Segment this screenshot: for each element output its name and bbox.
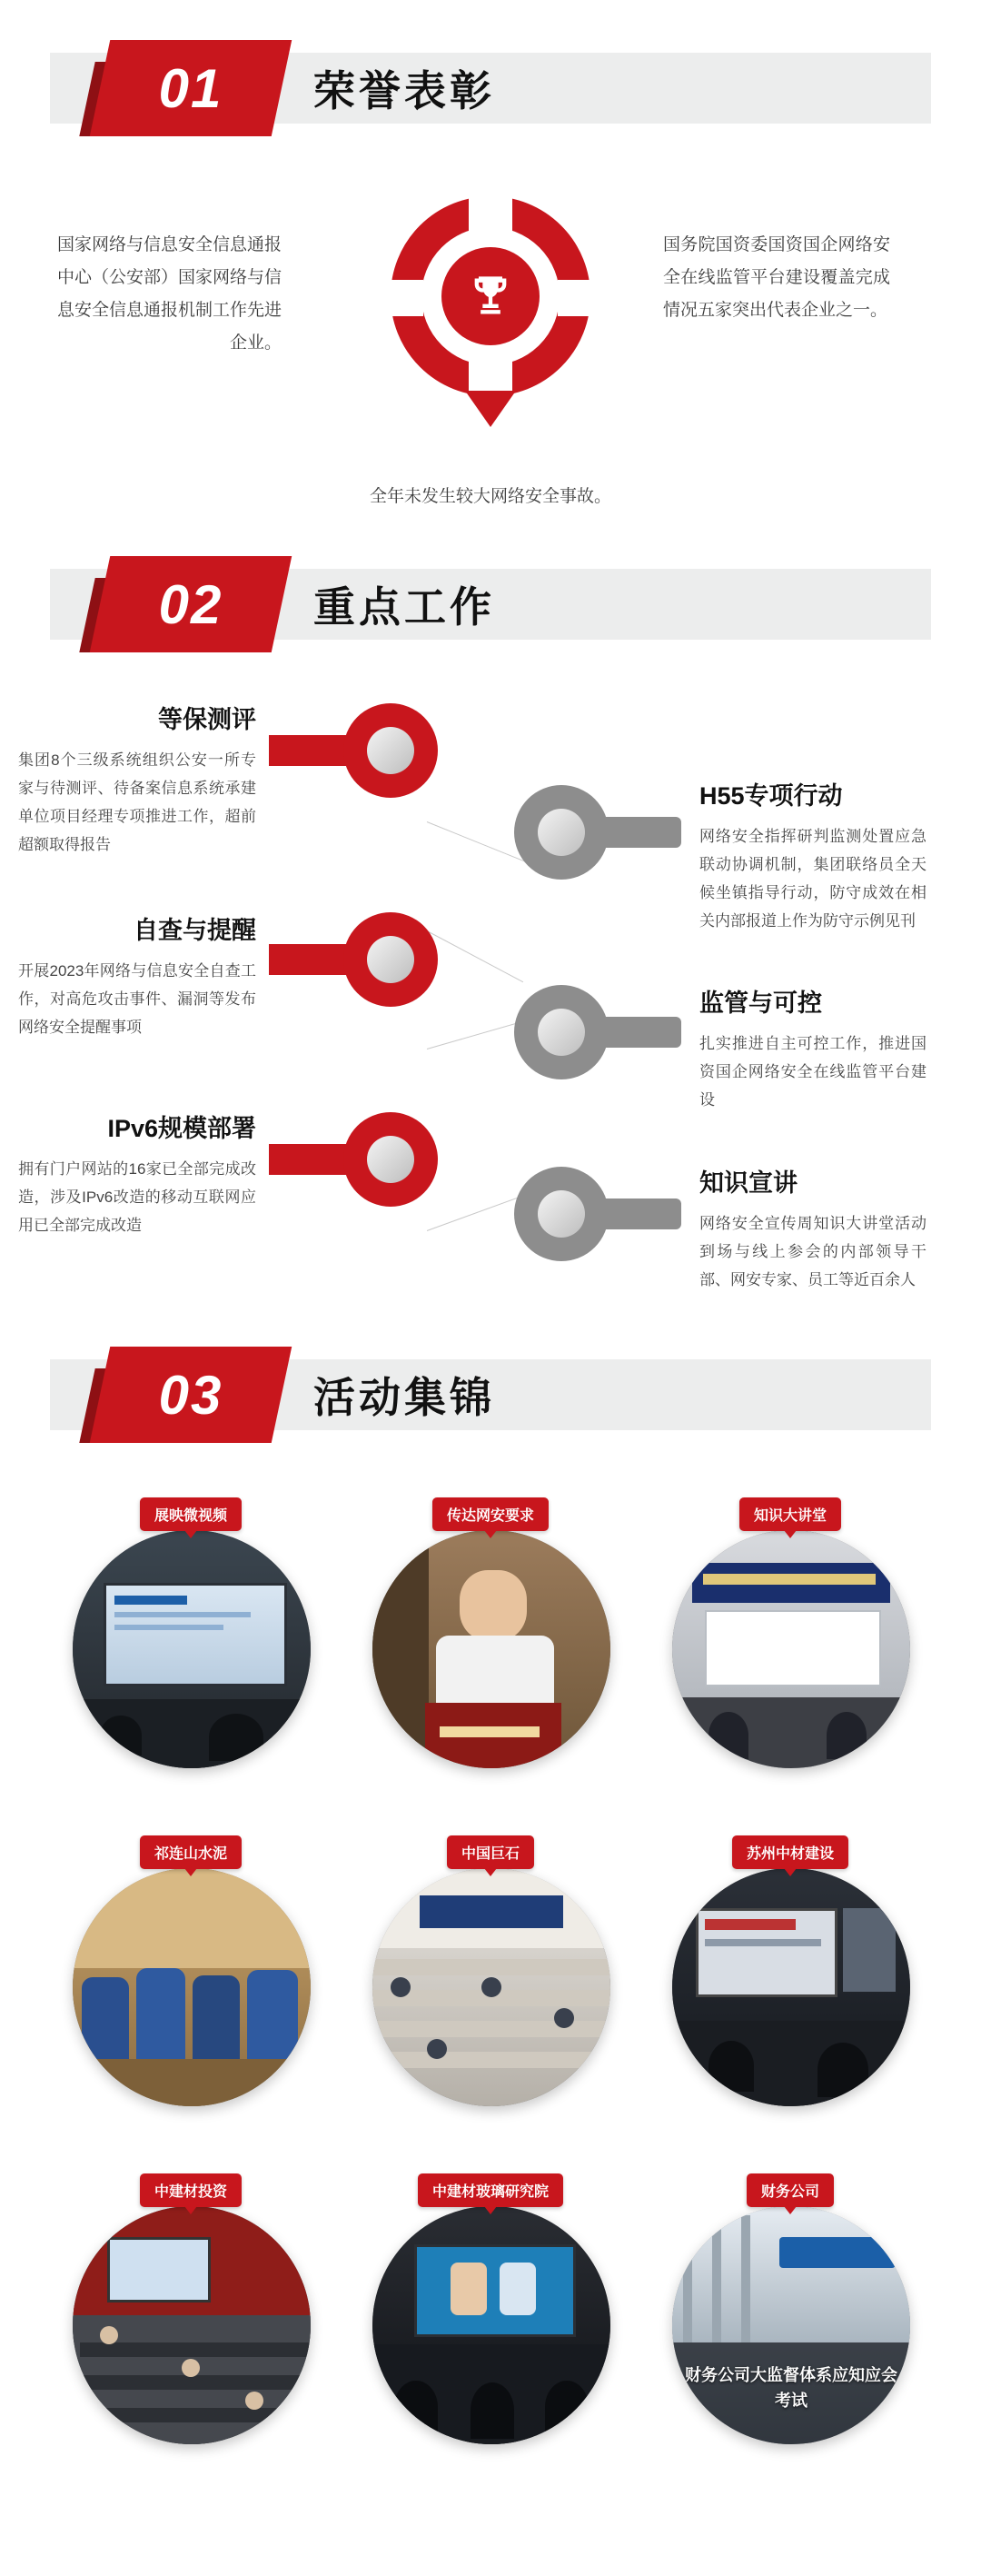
gallery-photo[interactable] xyxy=(73,1530,311,1768)
lollipop-head xyxy=(343,912,438,1007)
work-item-title: IPv6规模部署 xyxy=(107,1115,256,1142)
connector-line xyxy=(427,930,523,982)
lollipop-inner xyxy=(367,936,414,983)
photo-caption: 财务公司 xyxy=(747,2173,834,2207)
key-work-body xyxy=(0,685,981,1321)
honor-text-left: 国家网络与信息安全信息通报中心（公安部）国家网络与信息安全信息通报机制工作先进企业。 xyxy=(56,235,282,353)
photo-scene xyxy=(372,1530,610,1768)
work-item-title: 自查与提醒 xyxy=(134,917,256,944)
photo-scene xyxy=(372,2206,610,2444)
work-item-text: 拥有门户网站的16家已全部完成改造，涉及IPv6改造的移动互联网应用已全部完成改造 xyxy=(18,1160,256,1234)
photo-gallery xyxy=(0,1497,981,2515)
section-header-01 xyxy=(50,40,931,136)
photo-scene xyxy=(672,1530,910,1768)
work-item-right-3 xyxy=(699,1163,926,1294)
photo-scene xyxy=(73,1530,311,1768)
photo-caption: 祁连山水泥 xyxy=(140,1835,242,1869)
work-item-title: 监管与可控 xyxy=(699,990,822,1017)
photo-caption: 中建材投资 xyxy=(140,2173,242,2207)
gallery-photo[interactable] xyxy=(73,2206,311,2444)
lollipop-inner xyxy=(367,1136,414,1183)
gallery-item[interactable] xyxy=(354,1835,627,2135)
photo-scene xyxy=(73,2206,311,2444)
section-title: 活动集锦 xyxy=(313,1374,495,1421)
work-item-right-2 xyxy=(699,983,926,1114)
section-key-work xyxy=(0,556,981,1321)
work-item-left-3 xyxy=(18,1109,256,1239)
lollipop-inner xyxy=(538,809,585,856)
gallery-item[interactable] xyxy=(54,2173,327,2473)
honor-text-bottom: 全年未发生较大网络安全事故。 xyxy=(369,487,611,506)
gallery-photo[interactable] xyxy=(372,2206,610,2444)
work-item-text: 网络安全指挥研判监测处置应急联动协调机制，集团联络员全天候坐镇指导行动，防守成效在相关内部报道上作为防守示例见刊 xyxy=(699,828,926,930)
section-title: 重点工作 xyxy=(313,583,495,631)
lollipop-head xyxy=(514,985,609,1079)
section-header-02 xyxy=(50,556,931,652)
gallery-item[interactable] xyxy=(54,1497,327,1797)
gallery-item[interactable] xyxy=(354,1497,627,1797)
connector-line xyxy=(427,821,529,863)
work-item-text: 网络安全宣传周知识大讲堂活动到场与线上参会的内部领导干部、网安专家、员工等近百余人 xyxy=(699,1215,926,1288)
lollipop-head xyxy=(514,785,609,880)
lollipop-stick xyxy=(605,1017,681,1048)
photo-scene xyxy=(672,1868,910,2106)
gallery-photo[interactable] xyxy=(73,1868,311,2106)
work-item-text: 开展2023年网络与信息安全自查工作，对高危攻击事件、漏洞等发布网络安全提醒事项 xyxy=(18,962,256,1036)
section-number-badge xyxy=(100,40,282,136)
gallery-photo[interactable] xyxy=(672,2206,910,2444)
gallery-photo[interactable] xyxy=(672,1530,910,1768)
emblem-gap-top xyxy=(469,193,512,233)
work-item-title: H55专项行动 xyxy=(699,782,843,810)
photo-overlay-text: 财务公司大监督体系应知应会考试 xyxy=(685,2366,897,2410)
trophy-emblem xyxy=(371,196,610,451)
work-item-right-1 xyxy=(699,776,926,935)
emblem-arrow xyxy=(465,391,516,427)
work-item-text: 集团8个三级系统组织公安一所专家与待测评、待备案信息系统承建单位项目经理专项推进工作，超前超额取得报告 xyxy=(18,751,256,853)
work-item-left-2 xyxy=(18,910,256,1041)
section-number: 03 xyxy=(158,1364,223,1426)
emblem-gap-right xyxy=(558,280,598,316)
trophy-icon xyxy=(441,247,540,345)
photo-caption: 苏州中材建设 xyxy=(732,1835,848,1869)
gallery-item[interactable] xyxy=(654,1835,926,2135)
work-item-title: 知识宣讲 xyxy=(699,1169,798,1197)
work-item-text: 扎实推进自主可控工作，推进国资国企网络安全在线监管平台建设 xyxy=(699,1035,926,1109)
photo-scene xyxy=(73,1868,311,2106)
work-item-title: 等保测评 xyxy=(158,706,256,733)
gallery-photo[interactable] xyxy=(372,1530,610,1768)
gallery-item[interactable] xyxy=(354,2173,627,2473)
photo-caption: 知识大讲堂 xyxy=(739,1497,841,1531)
lollipop-inner xyxy=(538,1009,585,1056)
photo-caption: 传达网安要求 xyxy=(432,1497,549,1531)
lollipop-stick xyxy=(605,817,681,848)
section-header-03 xyxy=(50,1347,931,1443)
gallery-photo[interactable] xyxy=(672,1868,910,2106)
photo-caption: 中国巨石 xyxy=(447,1835,534,1869)
section-number-badge xyxy=(100,556,282,652)
photo-caption: 中建材玻璃研究院 xyxy=(418,2173,563,2207)
honor-text-right: 国务院国资委国资国企网络安全在线监管平台建设覆盖完成情况五家突出代表企业之一。 xyxy=(663,235,890,320)
lollipop-stick xyxy=(605,1198,681,1229)
lollipop-inner xyxy=(538,1190,585,1238)
lollipop-head xyxy=(514,1167,609,1261)
lollipop-head xyxy=(343,1112,438,1207)
section-title: 荣誉表彰 xyxy=(313,67,495,114)
lollipop-inner xyxy=(367,727,414,774)
lollipop-head xyxy=(343,703,438,798)
gallery-item[interactable] xyxy=(54,1835,327,2135)
gallery-item[interactable] xyxy=(654,1497,926,1797)
section-number: 01 xyxy=(158,57,223,119)
section-honors xyxy=(0,40,981,542)
section-number-badge xyxy=(100,1347,282,1443)
gallery-item[interactable] xyxy=(654,2173,926,2473)
honors-body xyxy=(0,160,981,542)
work-item-left-1 xyxy=(18,700,256,859)
emblem-gap-left xyxy=(383,280,423,316)
section-gallery xyxy=(0,1347,981,2515)
photo-caption: 展映微视频 xyxy=(140,1497,242,1531)
section-number: 02 xyxy=(158,573,223,635)
photo-scene xyxy=(372,1868,610,2106)
gallery-photo[interactable] xyxy=(372,1868,610,2106)
